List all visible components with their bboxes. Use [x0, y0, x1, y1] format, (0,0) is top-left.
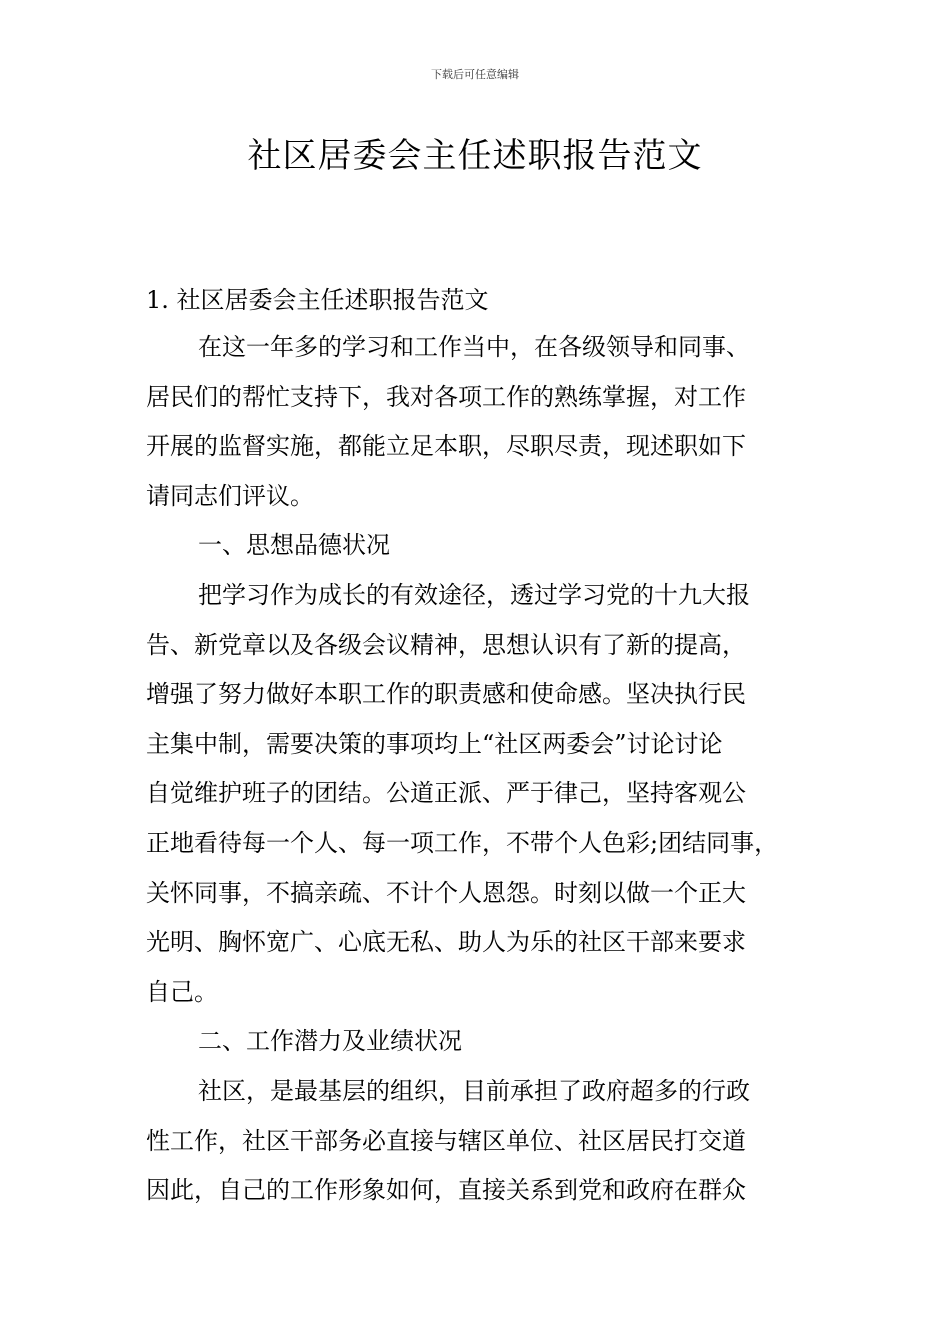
- body-line: 主集中制，需要决策的事项均上“社区两委会”讨论讨论: [146, 729, 723, 758]
- header-note: 下载后可任意编辑: [431, 68, 519, 81]
- body-line: 关怀同事，不搞亲疏、不计个人恩怨。时刻以做一个正大: [146, 878, 746, 907]
- body-line: 开展的监督实施，都能立足本职，尽职尽责，现述职如下: [146, 432, 746, 461]
- body-line: 自己。: [146, 977, 218, 1006]
- body-line: 正地看待每一个人、每一项工作，不带个人色彩;团结同事，: [146, 828, 779, 857]
- body-line: 请同志们评议。: [146, 481, 314, 510]
- body-line: 把学习作为成长的有效途径，透过学习党的十九大报: [198, 580, 750, 609]
- body-line: 自觉维护班子的团结。公道正派、严于律己，坚持客观公: [146, 779, 746, 808]
- subsection-heading: 一、思想品德状况: [198, 531, 390, 560]
- document-title: 社区居委会主任述职报告范文: [247, 136, 703, 176]
- subsection-heading: 二、工作潜力及业绩状况: [198, 1027, 462, 1056]
- body-line: 光明、胸怀宽广、心底无私、助人为乐的社区干部来要求: [146, 928, 746, 957]
- body-line: 告、新党章以及各级会议精神，思想认识有了新的提高，: [146, 630, 746, 659]
- body-line: 性工作，社区干部务必直接与辖区单位、社区居民打交道: [146, 1126, 746, 1155]
- body-line: 居民们的帮忙支持下，我对各项工作的熟练掌握，对工作: [146, 382, 746, 411]
- section-heading: 1. 社区居委会主任述职报告范文: [146, 286, 489, 314]
- body-line: 因此，自己的工作形象如何，直接关系到党和政府在群众: [146, 1176, 746, 1205]
- body-line: 在这一年多的学习和工作当中，在各级领导和同事、: [198, 333, 750, 361]
- document-body: [146, 323, 826, 1216]
- body-line: 社区，是最基层的组织，目前承担了政府超多的行政: [198, 1076, 750, 1105]
- body-line: 增强了努力做好本职工作的职责感和使命感。坚决执行民: [146, 680, 746, 709]
